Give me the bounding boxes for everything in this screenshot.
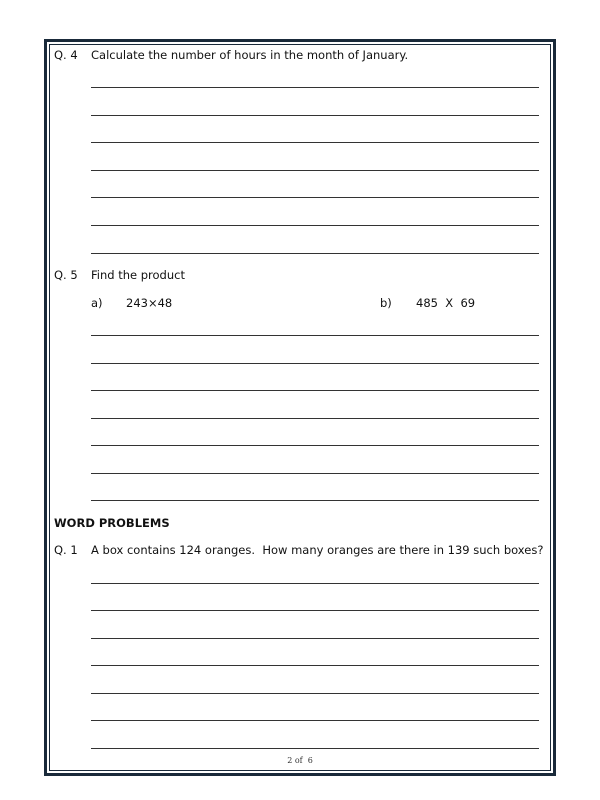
part-b-expression: 485 X 69 (416, 296, 476, 310)
question-number: Q. 1 (54, 543, 78, 557)
answer-line[interactable] (91, 720, 539, 721)
section-heading: WORD PROBLEMS (54, 516, 170, 530)
answer-line[interactable] (91, 225, 539, 226)
question-number: Q. 4 (54, 48, 78, 62)
answer-line[interactable] (91, 197, 539, 198)
part-a-expression: 243×48 (126, 296, 173, 310)
question-text: A box contains 124 oranges. How many oranges are there in 139 such boxes? (91, 543, 544, 557)
answer-line[interactable] (91, 693, 539, 694)
answer-line[interactable] (91, 115, 539, 116)
answer-line[interactable] (91, 473, 539, 474)
question-text: Find the product (91, 268, 185, 282)
answer-line[interactable] (91, 638, 539, 639)
answer-line[interactable] (91, 610, 539, 611)
answer-line[interactable] (91, 665, 539, 666)
answer-line[interactable] (91, 87, 539, 88)
answer-line[interactable] (91, 445, 539, 446)
answer-line[interactable] (91, 583, 539, 584)
part-b-label: b) (380, 296, 392, 310)
answer-line[interactable] (91, 142, 539, 143)
answer-line[interactable] (91, 418, 539, 419)
part-a-label: a) (91, 296, 103, 310)
answer-line[interactable] (91, 363, 539, 364)
answer-line[interactable] (91, 170, 539, 171)
answer-line[interactable] (91, 748, 539, 749)
question-text: Calculate the number of hours in the month of January. (91, 48, 409, 62)
answer-line[interactable] (91, 253, 539, 254)
answer-line[interactable] (91, 500, 539, 501)
page-border-inner (49, 44, 551, 771)
answer-line[interactable] (91, 335, 539, 336)
page-number: 2 of 6 (287, 756, 313, 765)
answer-line[interactable] (91, 390, 539, 391)
question-number: Q. 5 (54, 268, 78, 282)
